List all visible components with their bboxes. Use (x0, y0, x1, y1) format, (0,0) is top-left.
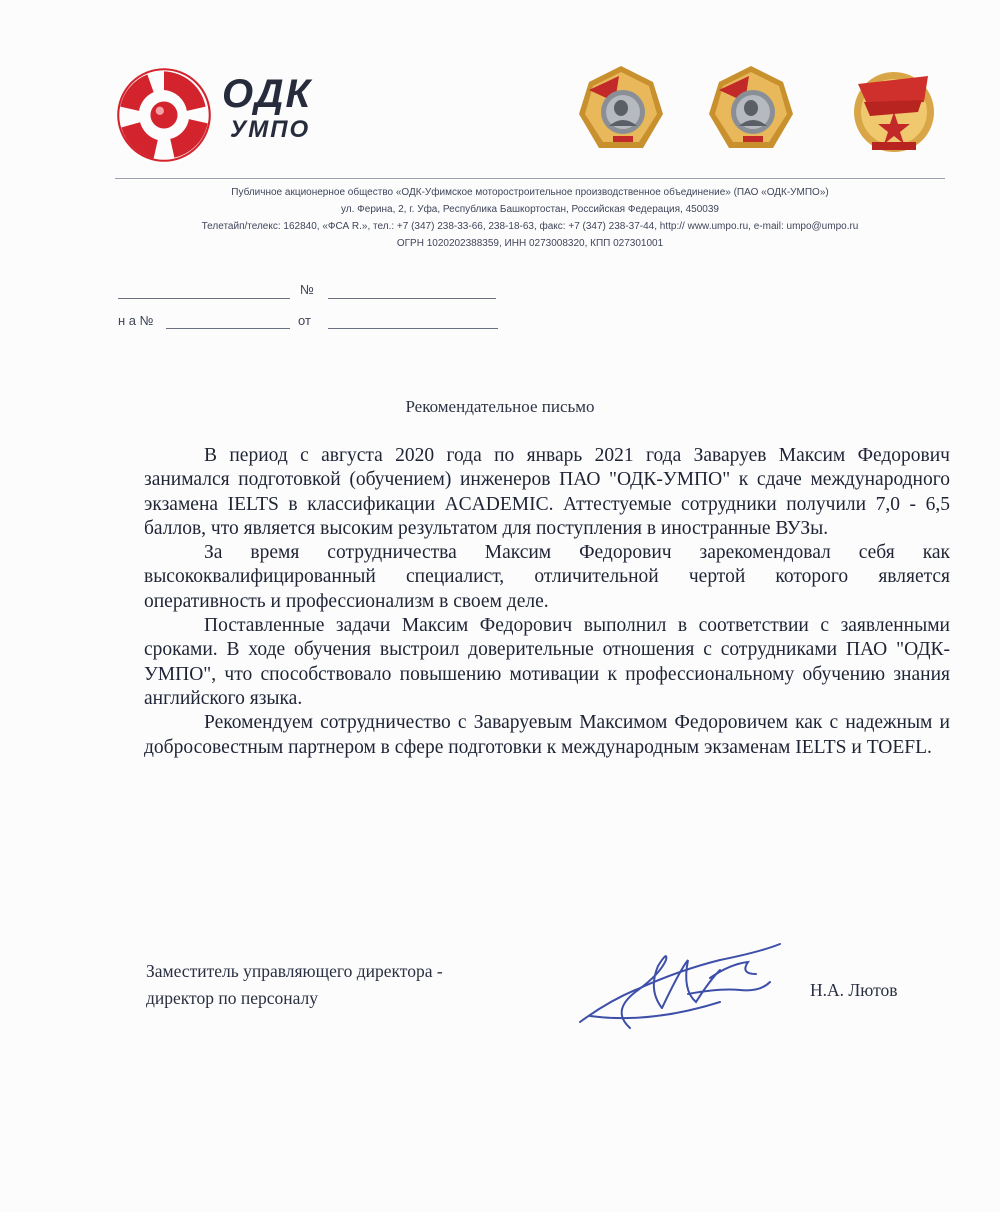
company-registration: ОГРН 1020202388359, ИНН 0273008320, КПП 027301001 (396, 238, 664, 249)
order-of-lenin-icon (575, 62, 667, 158)
signatory-name: Н.А. Лютов (810, 980, 898, 1000)
signatory-position-line-1: Заместитель управляющего директора - (146, 961, 443, 981)
header-divider (115, 178, 945, 179)
reference-blank (166, 328, 290, 329)
paragraph-3: Поставленные задачи Максим Федорович выполнил в соответствии с заявленными сроками. В ходе обучения выстроил доверительные отношения с сотрудниками ПАО "ОДК-УМПО", что способствовало повышению мотивации к профессиональному обучению знания английского языка. (144, 615, 950, 709)
signatory-position (146, 958, 443, 1012)
company-address: ул. Ферина, 2, г. Уфа, Республика Башкортостан, Российская Федерация, 450039 (341, 204, 719, 215)
brand-name (222, 72, 312, 144)
paragraph-4: Рекомендуем сотрудничество с Заваруевым Максимом Федоровичем как с надежным и добросовестным партнером в сфере подготовки к международным экзаменам IELTS и TOEFL. (144, 712, 950, 758)
signature-icon (570, 930, 790, 1040)
from-label: от (298, 313, 311, 328)
company-details (110, 184, 950, 252)
number-label: № (300, 282, 314, 297)
reference-label: н а № (118, 313, 154, 328)
odk-logo-icon (112, 63, 216, 167)
company-logo (112, 58, 342, 168)
letter-title: Рекомендательное письмо (405, 397, 595, 416)
signature-block (0, 950, 1000, 1060)
date-blank (118, 298, 290, 299)
brand-name-bottom: УМПО (230, 116, 311, 143)
paragraph-1: В период с августа 2020 года по январь 2021 года Заваруев Максим Федорович занимался подготовкой (обучением) инженеров ПАО "ОДК-УМПО" к сдаче международного экзамена IELTS в классификации ACADEMIC. Аттестуемые сотрудники получили 7,0 - 6,5 баллов, что является высоким результатом для поступления в иностранные ВУЗы. (144, 445, 950, 539)
paragraph-2: За время сотрудничества Максим Федорович зарекомендовал себя как высококвалифицированный специалист, отличительной чертой которого является оперативность и профессионализм в своем деле. (144, 542, 950, 612)
company-contacts: Телетайп/телекс: 162840, «ФСА R.», тел.: +7 (347) 238-33-66, 238-18-63, факс: +7 (347) 238-37-44, http:// www.umpo.ru, e-mail: umpo@umpo.ru (201, 221, 859, 232)
order-of-lenin-icon (705, 62, 797, 158)
company-legal-name: Публичное акционерное общество «ОДК-Уфимское моторостроительное производственное объединение» (ПАО «ОДК-УМПО») (231, 187, 829, 198)
brand-name-top: ОДК (222, 72, 313, 116)
letter-body (144, 444, 950, 760)
number-blank (328, 298, 496, 299)
registration-fields (118, 280, 538, 340)
signatory-position-line-2: директор по персоналу (146, 988, 319, 1008)
order-of-red-banner-icon (848, 62, 940, 158)
from-blank (328, 328, 498, 329)
